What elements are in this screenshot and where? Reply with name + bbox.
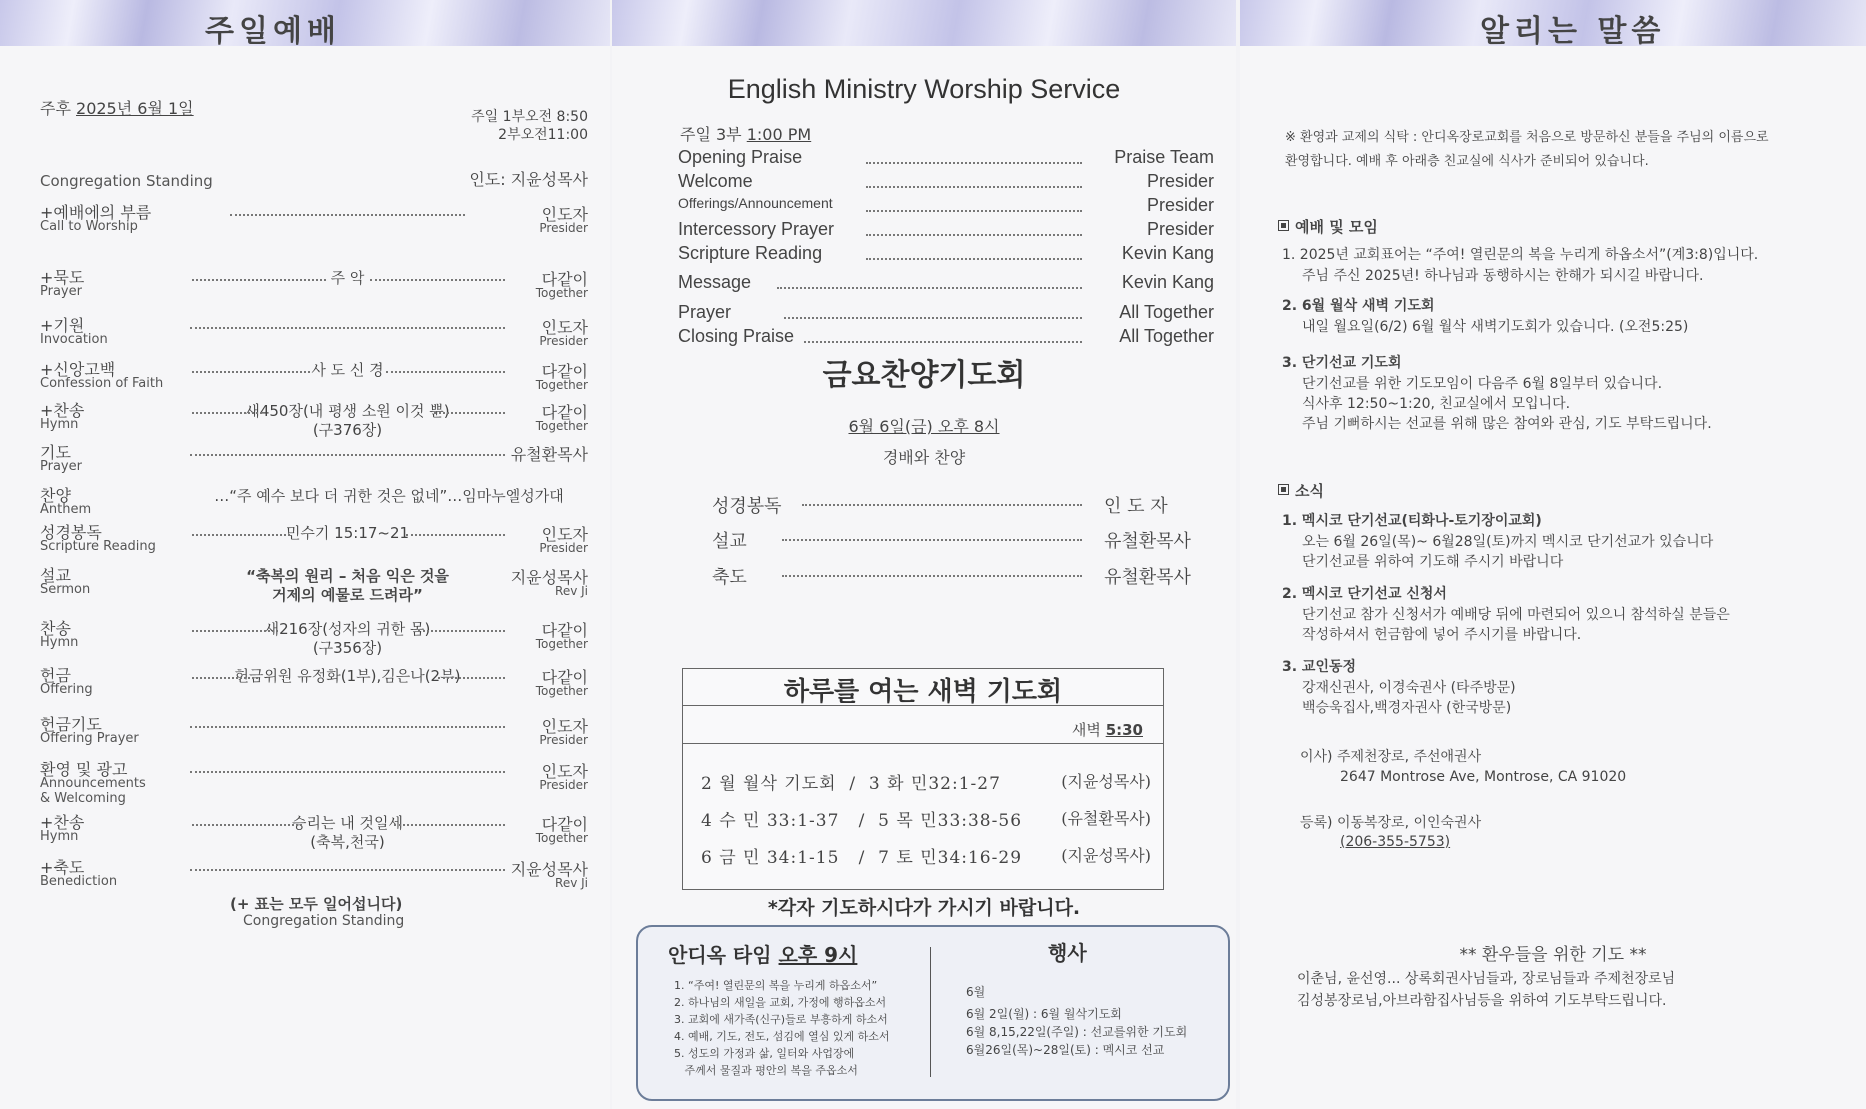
order-item-kr: 성경봉독 xyxy=(40,523,102,542)
dotted-leader xyxy=(190,869,505,871)
dawn-row: 6 금 민 34:1-15 / 7 토 민34:16-29 xyxy=(701,848,1023,868)
dawn-presider: (유철환목사) xyxy=(1061,809,1151,828)
order-item-presider-en: Presider xyxy=(539,778,588,792)
notice-heading: 1. 2025년 교회표어는 “주여! 열린문의 복을 누리게 하옵소서”(계3:8)입니다. xyxy=(1282,247,1759,263)
order-item-en: Prayer xyxy=(40,284,82,299)
em-item: Prayer xyxy=(678,302,732,322)
dotted-leader xyxy=(192,279,326,281)
event-item: 6월 8,15,22일(주일) : 선교를위한 기도회 xyxy=(966,1025,1188,1039)
dawn-prayer-box xyxy=(682,668,1164,890)
order-item-content-2: (축복,천국) xyxy=(310,833,385,851)
order-item-content: 승리는 내 것일세 xyxy=(292,814,403,832)
dotted-leader xyxy=(192,677,258,679)
order-item-presider-en: Together xyxy=(535,378,588,392)
antioch-item: 2. 하나님의 새일을 교회, 가정에 행하옵소서 xyxy=(674,996,887,1009)
order-item-presider: 인도자 xyxy=(541,525,588,544)
order-item-presider: 다같이 xyxy=(541,403,588,422)
em-item: Offerings/Announcement xyxy=(678,195,833,211)
order-item-kr: +축도 xyxy=(40,858,85,877)
congregation-standing-label: Congregation Standing xyxy=(40,172,213,190)
dawn-presider: (지윤성목사) xyxy=(1061,846,1151,865)
order-item-presider-en: Together xyxy=(535,419,588,433)
dotted-leader xyxy=(802,504,1082,506)
banner xyxy=(1240,0,1866,49)
prayer-title: ** 환우들을 위한 기도 ** xyxy=(1459,945,1647,965)
dotted-leader xyxy=(866,234,1082,236)
antioch-item: 1. “주여! 열린문의 복을 누리게 하옵소서” xyxy=(674,979,878,992)
dotted-leader xyxy=(192,630,278,632)
order-item-presider: 지윤성목사 xyxy=(510,860,588,879)
new-address: 2647 Montrose Ave, Montrose, CA 91020 xyxy=(1340,769,1627,785)
order-item-en: Offering xyxy=(40,682,93,697)
welcome-line-2: 환영합니다. 예배 후 아래층 친교실에 식사가 준비되어 있습니다. xyxy=(1285,154,1649,169)
em-title: English Ministry Worship Service xyxy=(727,74,1121,104)
order-item-en: Scripture Reading xyxy=(40,539,156,554)
prayer-line-2: 김성봉장로님,아브라함집사님등을 위하여 기도부탁드립니다. xyxy=(1297,993,1667,1009)
friday-item: 설교 xyxy=(712,531,747,552)
notice-heading: 2. 멕시코 단기선교 신청서 xyxy=(1282,586,1447,602)
order-item-presider-en: Together xyxy=(535,684,588,698)
dotted-leader xyxy=(192,824,302,826)
event-item: 6월26일(목)~28일(토) : 멕시코 선교 xyxy=(966,1043,1165,1057)
friday-presider: 유철환목사 xyxy=(1104,567,1191,588)
order-item-presider: 인도자 xyxy=(541,318,588,337)
leader: 인도: 지윤성목사 xyxy=(469,170,588,189)
notice-heading: 1. 멕시코 단기선교(티화나-토기장이교회) xyxy=(1282,513,1542,529)
friday-item: 성경봉독 xyxy=(712,496,782,517)
order-item-content: 헌금위원 유정화(1부),김은나(2부) xyxy=(234,667,461,685)
order-item-presider: 인도자 xyxy=(541,717,588,736)
order-item-kr: +신앙고백 xyxy=(40,360,116,379)
em-item: Welcome xyxy=(678,171,753,191)
notice-line: 주님 기뻐하시는 선교를 위해 많은 참여와 관심, 기도 부탁드립니다. xyxy=(1302,416,1712,432)
order-item-presider-en: Presider xyxy=(539,541,588,555)
friday-time: 6월 6일(금) 오후 8시 xyxy=(848,417,1000,436)
moving-note: 이사) 주제천장로, 주선애권사 xyxy=(1300,749,1482,765)
dotted-leader xyxy=(190,327,505,329)
dotted-leader xyxy=(782,539,1082,541)
order-item-content-2: (구356장) xyxy=(312,639,383,657)
order-item-presider-en: Presider xyxy=(539,221,588,235)
order-item-kr: 설교 xyxy=(40,566,71,585)
order-item-presider: 다같이 xyxy=(541,270,588,289)
em-presider: Presider xyxy=(1146,195,1214,215)
dotted-leader xyxy=(777,287,1082,289)
sunday-worship-panel xyxy=(0,0,610,1109)
em-item: Closing Praise xyxy=(678,326,795,346)
order-item-presider-en: Presider xyxy=(539,334,588,348)
friday-presider: 유철환목사 xyxy=(1104,531,1191,552)
panel-title: 알리는 말씀 xyxy=(1480,14,1666,49)
order-item-en: Announcements xyxy=(40,776,146,791)
order-item-presider-en: Together xyxy=(535,831,588,845)
dawn-title: 하루를 여는 새벽 기도회 xyxy=(783,677,1063,707)
dotted-leader xyxy=(866,186,1082,188)
notice-line: 단기선교를 위하여 기도해 주시기 바랍니다 xyxy=(1302,554,1564,570)
order-item-kr: 헌금기도 xyxy=(40,715,102,734)
order-item-content: 주 악 xyxy=(330,269,365,287)
notice-heading: 2. 6월 월삭 새벽 기도회 xyxy=(1282,298,1435,314)
order-item-content: “축복의 원리 – 처음 익은 것을 xyxy=(246,567,449,585)
registration-phone: (206-355-5753) xyxy=(1340,834,1451,850)
dotted-leader xyxy=(386,371,506,373)
antioch-events-box xyxy=(636,925,1230,1101)
dotted-leader xyxy=(406,534,506,536)
square-bullet-icon xyxy=(1278,484,1289,495)
dotted-leader xyxy=(190,454,505,456)
dotted-leader xyxy=(866,210,1082,212)
dawn-note: *각자 기도하시다가 가시기 바랍니다. xyxy=(767,897,1081,919)
em-presider: Presider xyxy=(1146,171,1214,191)
friday-item: 축도 xyxy=(712,567,747,588)
dotted-leader xyxy=(190,726,505,728)
notice-line: 식사후 12:50~1:20, 친교실에서 모입니다. xyxy=(1302,396,1571,412)
order-item-kr: 헌금 xyxy=(40,666,71,685)
order-item-en: Benediction xyxy=(40,874,118,889)
service-time-1: 주일 1부오전 8:50 xyxy=(471,109,588,125)
order-item-content: 사 도 신 경 xyxy=(311,361,384,379)
footer-note: (+ 표는 모두 일어섭니다) xyxy=(230,895,403,913)
order-item-en: Anthem xyxy=(40,502,92,517)
prayer-line-1: 이춘님, 윤선영... 상록회권사님들과, 장로님들과 주제천장로님 xyxy=(1297,971,1676,987)
dotted-leader xyxy=(438,677,506,679)
order-item-presider-en: Rev Ji xyxy=(555,876,588,890)
order-item-content: 새216장(성자의 귀한 몸) xyxy=(264,620,431,638)
order-item-kr: +찬송 xyxy=(40,401,85,420)
dotted-leader xyxy=(394,824,506,826)
events-month: 6월 xyxy=(966,985,986,999)
notice-line: 백승욱집사,백경자권사 (한국방문) xyxy=(1302,700,1512,716)
em-item: Intercessory Prayer xyxy=(678,219,835,239)
dotted-leader xyxy=(190,771,505,773)
dawn-row: 4 수 민 33:1-37 / 5 목 민33:38-56 xyxy=(701,811,1023,831)
service-time-2: 2부오전11:00 xyxy=(498,127,588,143)
dotted-leader xyxy=(866,162,1082,164)
order-item-presider: 다같이 xyxy=(541,621,588,640)
notice-line: 주님 주신 2025년! 하나님과 동행하시는 한해가 되시길 바랍니다. xyxy=(1302,268,1704,284)
events-title: 행사 xyxy=(1048,941,1087,965)
antioch-item: 4. 예배, 기도, 전도, 섬김에 열심 있게 하소서 xyxy=(674,1030,890,1043)
order-item-en: Hymn xyxy=(40,635,79,650)
notice-heading: 3. 단기선교 기도회 xyxy=(1282,355,1402,371)
dotted-leader xyxy=(192,534,290,536)
friday-subtitle: 경배와 찬양 xyxy=(882,448,966,467)
order-item-kr: +기원 xyxy=(40,316,85,335)
order-item-en: Prayer xyxy=(40,459,82,474)
antioch-title: 안디옥 타임 오후 9시 xyxy=(668,943,858,967)
order-item-presider: 인도자 xyxy=(541,762,588,781)
order-item-presider: 인도자 xyxy=(541,205,588,224)
dotted-leader xyxy=(418,630,506,632)
order-item-kr: 찬송 xyxy=(40,619,71,638)
dotted-leader xyxy=(804,341,1082,343)
dotted-leader xyxy=(370,279,506,281)
square-bullet-icon xyxy=(1278,220,1289,231)
order-item-en: Sermon xyxy=(40,582,91,597)
banner xyxy=(612,0,1236,46)
dotted-leader xyxy=(192,412,262,414)
order-item-kr: +묵도 xyxy=(40,268,85,287)
em-item: Scripture Reading xyxy=(678,243,823,263)
dotted-leader xyxy=(782,575,1082,577)
order-item-kr: +예배에의 부름 xyxy=(40,203,152,222)
em-presider: Kevin Kang xyxy=(1121,243,1214,263)
registration-note: 등록) 이동복장로, 이인숙권사 xyxy=(1300,815,1482,831)
em-item: Opening Praise xyxy=(678,147,803,167)
order-item-en-2: & Welcoming xyxy=(40,791,126,806)
order-item-content-2: (구376장) xyxy=(312,421,383,439)
middle-panel xyxy=(612,0,1236,1109)
order-item-content: 민수기 15:17~21 xyxy=(285,524,410,542)
order-item-en: Invocation xyxy=(40,332,108,347)
dotted-leader xyxy=(192,371,310,373)
em-presider: All Together xyxy=(1119,326,1214,346)
banner xyxy=(0,0,610,49)
dawn-time: 새벽 5:30 xyxy=(1071,721,1143,739)
section-worship-title: 예배 및 모임 xyxy=(1278,216,1378,237)
order-item-content: 새450장(내 평생 소원 이것 뿐) xyxy=(245,402,450,420)
friday-presider: 인 도 자 xyxy=(1104,496,1168,517)
order-item-presider: 다같이 xyxy=(541,668,588,687)
order-item-kr: 찬양 xyxy=(40,486,71,505)
em-item: Message xyxy=(678,272,752,292)
section-news-title: 소식 xyxy=(1278,480,1324,501)
notice-line: 단기선교를 위한 기도모임이 다음주 6월 8일부터 있습니다. xyxy=(1302,376,1663,392)
order-item-en: Offering Prayer xyxy=(40,731,139,746)
service-date: 주후 2025년 6월 1일 xyxy=(40,99,194,118)
order-item-presider-en: Together xyxy=(535,286,588,300)
order-item-en: Call to Worship xyxy=(40,219,138,234)
order-item-content: …“주 예수 보다 더 귀한 것은 없네”…임마누엘성가대 xyxy=(214,487,564,505)
order-item-presider-en: Together xyxy=(535,637,588,651)
em-presider: Presider xyxy=(1146,219,1214,239)
notice-line: 강재신권사, 이경숙권사 (타주방문) xyxy=(1302,680,1516,696)
order-item-presider: 다같이 xyxy=(541,815,588,834)
order-item-content-2: 거제의 예물로 드려라” xyxy=(272,586,423,604)
dotted-leader xyxy=(866,258,1082,260)
friday-title: 금요찬양기도회 xyxy=(822,358,1026,393)
panel-title: 주일예배 xyxy=(205,14,341,49)
order-item-presider: 지윤성목사 xyxy=(510,568,588,587)
notice-heading: 3. 교인동정 xyxy=(1282,659,1357,675)
order-item-presider: 다같이 xyxy=(541,362,588,381)
welcome-line-1: ※ 환영과 교제의 식탁 : 안디옥장로교회를 처음으로 방문하신 분들을 주님의 이름으로 xyxy=(1285,130,1769,145)
notice-line: 내일 월요일(6/2) 6월 월삭 새벽기도회가 있습니다. (오전5:25) xyxy=(1302,319,1689,335)
dotted-leader xyxy=(784,317,1082,319)
dawn-row: 2 월 월삭 기도회 / 3 화 민32:1-27 xyxy=(701,774,1001,794)
em-presider: All Together xyxy=(1119,302,1214,322)
em-presider: Kevin Kang xyxy=(1121,272,1214,292)
em-time: 주일 3부 1:00 PM xyxy=(680,125,812,144)
order-item-en: Hymn xyxy=(40,829,79,844)
dawn-presider: (지윤성목사) xyxy=(1061,772,1151,791)
em-presider: Praise Team xyxy=(1114,147,1214,167)
announcements-panel xyxy=(1240,0,1866,1109)
order-item-en: Confession of Faith xyxy=(40,376,164,391)
dotted-leader xyxy=(230,214,465,216)
antioch-item: 주께서 물질과 평안의 복을 주옵소서 xyxy=(674,1064,858,1077)
order-item-presider: 유철환목사 xyxy=(510,445,588,464)
dotted-leader xyxy=(434,412,506,414)
notice-line: 단기선교 참가 신청서가 예배당 뒤에 마련되어 있으니 참석하실 분들은 xyxy=(1302,607,1730,623)
event-item: 6월 2일(월) : 6월 월삭기도회 xyxy=(966,1007,1122,1021)
footer-note-en: Congregation Standing xyxy=(243,913,405,929)
antioch-item: 3. 교회에 새가족(신구)들로 부흥하게 하소서 xyxy=(674,1013,888,1026)
order-item-kr: 기도 xyxy=(40,443,71,462)
order-item-presider-en: Presider xyxy=(539,733,588,747)
notice-line: 작성하셔서 헌금함에 넣어 주시기를 바랍니다. xyxy=(1302,627,1582,643)
order-item-en: Hymn xyxy=(40,417,79,432)
antioch-item: 5. 성도의 가정과 삶, 일터와 사업장에 xyxy=(674,1047,855,1060)
order-item-presider-en: Rev Ji xyxy=(555,584,588,598)
notice-line: 오는 6월 26일(목)~ 6월28일(토)까지 멕시코 단기선교가 있습니다 xyxy=(1302,534,1714,550)
order-item-kr: +찬송 xyxy=(40,813,85,832)
order-item-kr: 환영 및 광고 xyxy=(40,760,128,779)
